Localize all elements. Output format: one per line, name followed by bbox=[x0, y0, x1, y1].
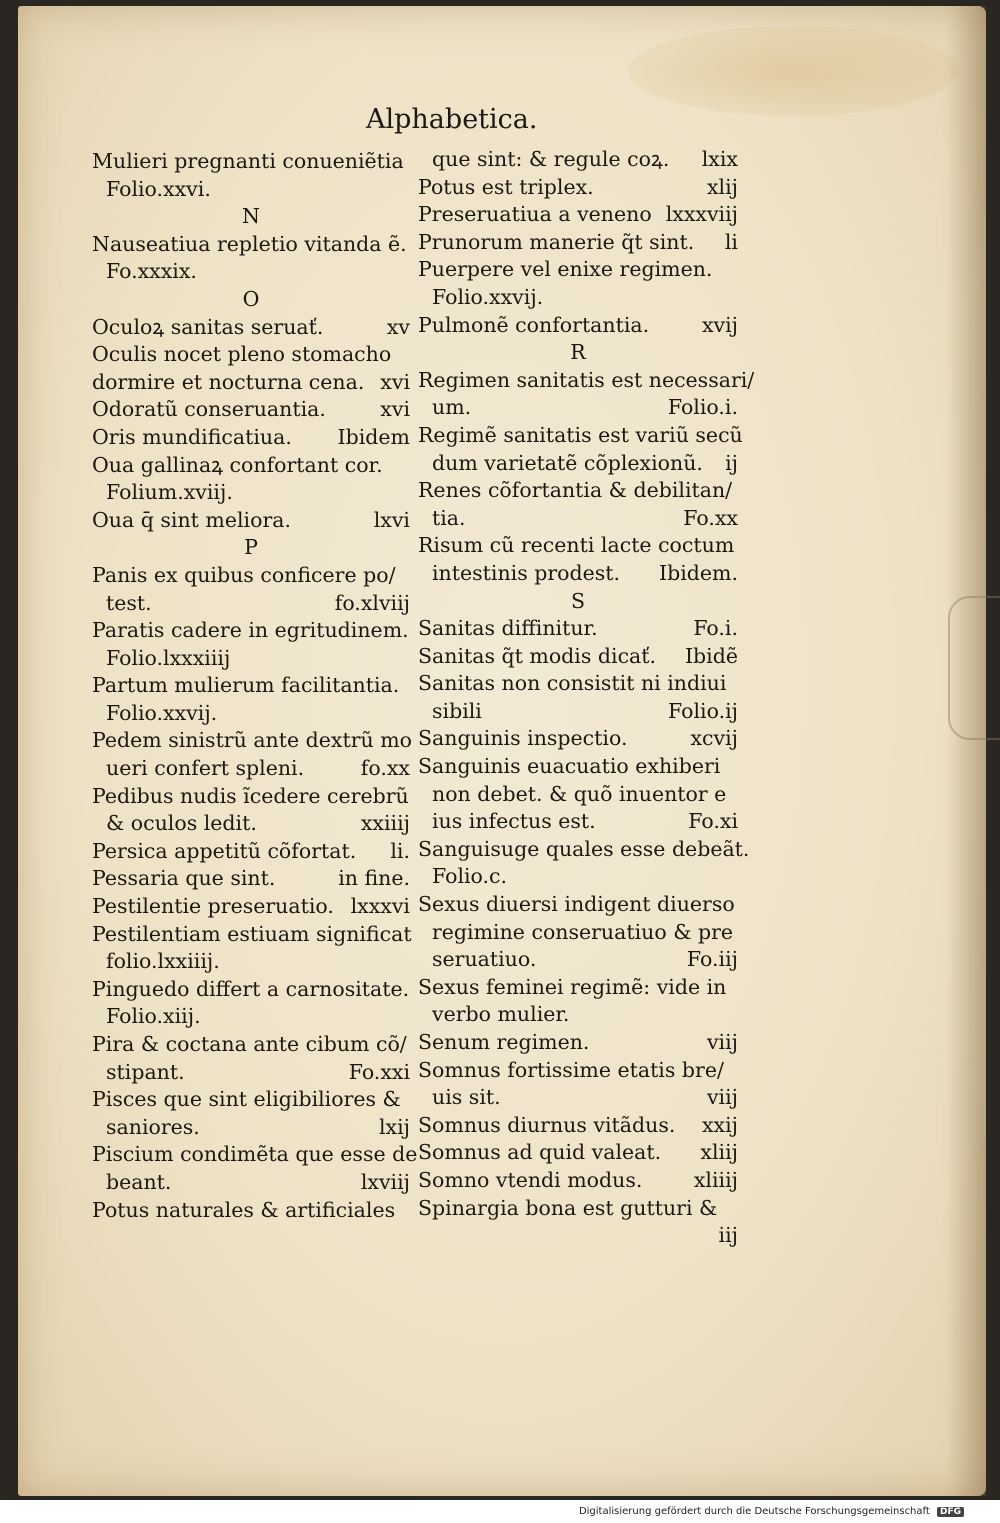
folio-reference: Fo.xx bbox=[683, 505, 738, 530]
index-entry bbox=[92, 921, 410, 949]
index-entry bbox=[92, 893, 410, 921]
index-entry bbox=[92, 810, 410, 838]
index-entry bbox=[92, 1003, 410, 1031]
index-entry bbox=[92, 590, 410, 618]
entry-text: seruatiuo. bbox=[432, 947, 537, 972]
index-entry bbox=[418, 1057, 738, 1085]
entry-text: intestinis prodest. bbox=[432, 560, 621, 585]
entry-text: & oculos ledit. bbox=[106, 811, 257, 836]
index-column-left bbox=[92, 148, 418, 1224]
index-entry bbox=[92, 396, 410, 424]
entry-text: Pulmonẽ confortantia. bbox=[418, 312, 650, 337]
page-edge-shadow bbox=[946, 6, 986, 1496]
index-entry bbox=[92, 976, 410, 1004]
index-entry bbox=[418, 256, 738, 284]
entry-text: P bbox=[244, 535, 258, 560]
index-entry bbox=[418, 1001, 738, 1029]
index-entry bbox=[92, 148, 410, 176]
folio-reference: Ibidẽ bbox=[684, 643, 738, 668]
index-entry bbox=[92, 231, 410, 259]
entry-text: Somnus fortissime etatis bre/ bbox=[418, 1057, 724, 1082]
index-entry bbox=[92, 341, 410, 369]
folio-reference: Fo.xi bbox=[688, 809, 738, 834]
entry-text: Pira & coctana ante cibum cõ/ bbox=[92, 1032, 407, 1056]
index-entry bbox=[92, 838, 410, 866]
entry-text: stipant. bbox=[106, 1059, 185, 1084]
index-entry bbox=[92, 865, 410, 893]
entry-text: saniores. bbox=[106, 1114, 200, 1139]
folio-reference: Fo.iij bbox=[686, 947, 738, 972]
entry-text: Sanitas q̃t modis dicať. bbox=[418, 643, 657, 668]
index-entry bbox=[418, 781, 738, 809]
index-entry bbox=[418, 1195, 738, 1223]
entry-text: test. bbox=[106, 590, 152, 615]
entry-text: Regimẽ sanitatis est variũ secũ bbox=[418, 422, 743, 447]
entry-text: Somnus diurnus vitãdus. bbox=[418, 1112, 676, 1137]
entry-text: beant. bbox=[106, 1169, 172, 1194]
water-stain bbox=[628, 26, 958, 116]
entry-text: Persica appetitũ cõfortat. bbox=[92, 838, 357, 863]
index-entry bbox=[92, 479, 410, 507]
entry-text: Senum regimen. bbox=[418, 1030, 590, 1054]
index-entry bbox=[92, 1031, 410, 1059]
entry-text: Folio.xiij. bbox=[106, 1004, 201, 1029]
index-entry bbox=[92, 1197, 410, 1225]
index-entry bbox=[418, 836, 750, 864]
index-entry bbox=[418, 919, 738, 947]
index-entry bbox=[418, 643, 738, 671]
entry-text: Potus est triplex. bbox=[418, 174, 594, 199]
index-entry bbox=[418, 367, 755, 395]
entry-text: regimine conseruatiuo & pre bbox=[432, 919, 734, 944]
dfg-logo: DFG bbox=[937, 1507, 964, 1517]
entry-text: Folio.c. bbox=[432, 864, 508, 889]
index-entry bbox=[418, 863, 738, 891]
index-entry bbox=[418, 1029, 738, 1057]
entry-text: Sanguisuge quales esse debeãt. bbox=[418, 836, 750, 861]
credit-text: Digitalisierung gefördert durch die Deutsche Forschungsgemeinschaft bbox=[578, 1506, 930, 1517]
entry-text: dormire et nocturna cena. bbox=[92, 369, 365, 394]
folio-reference: Fo.xxi bbox=[348, 1059, 410, 1084]
folio-reference: xliiij bbox=[693, 1167, 738, 1192]
entry-text: Pinguedo differt a carnositate. bbox=[92, 976, 410, 1001]
index-entry bbox=[418, 1167, 738, 1195]
index-entry bbox=[92, 452, 410, 480]
index-entry bbox=[418, 946, 738, 974]
index-entry bbox=[92, 1141, 418, 1169]
folio-reference: lxxxviij bbox=[665, 202, 738, 227]
digitization-credit bbox=[579, 1506, 964, 1517]
entry-text: Pedibus nudis ĩcedere cerebrũ bbox=[92, 783, 409, 808]
entry-text: Somno vtendi modus. bbox=[418, 1167, 643, 1192]
index-entry bbox=[418, 1084, 738, 1112]
section-letter bbox=[418, 339, 738, 367]
index-entry bbox=[92, 700, 410, 728]
folio-reference: Folio.ij bbox=[668, 698, 738, 723]
index-entry bbox=[92, 755, 410, 783]
entry-text: ius infectus est. bbox=[432, 809, 596, 834]
folio-reference: xliij bbox=[700, 1140, 738, 1165]
entry-text: Sanguinis euacuatio exhiberi bbox=[418, 754, 721, 779]
entry-text: Sanguinis inspectio. bbox=[418, 726, 628, 751]
entry-text: N bbox=[242, 204, 260, 229]
index-entry bbox=[92, 948, 410, 976]
index-entry bbox=[418, 615, 738, 643]
entry-text: Sanitas diffinitur. bbox=[418, 616, 598, 641]
folio-reference: lxxxvi bbox=[350, 894, 410, 919]
index-column-right bbox=[418, 146, 755, 1250]
index-entry bbox=[418, 560, 738, 588]
entry-text: Pessaria que sint. bbox=[92, 866, 276, 891]
section-letter bbox=[418, 588, 738, 616]
index-entry bbox=[418, 532, 738, 560]
folio-reference: iij bbox=[718, 1223, 738, 1248]
index-entry bbox=[418, 753, 738, 781]
folio-reference: xcvij bbox=[690, 726, 738, 751]
index-entry bbox=[418, 477, 738, 505]
folio-reference: li. bbox=[390, 838, 410, 863]
entry-text: Pisces que sint eligibiliores & bbox=[92, 1087, 401, 1112]
entry-text: sibili bbox=[432, 698, 482, 723]
index-entry bbox=[418, 201, 738, 229]
folio-reference: Fo.i. bbox=[693, 616, 738, 641]
index-entry bbox=[418, 505, 738, 533]
entry-text: Nauseatiua repletio vitanda ẽ. bbox=[92, 231, 407, 256]
entry-text: Somnus ad quid valeat. bbox=[418, 1140, 662, 1165]
entry-text: dum varietatẽ cõplexionũ. bbox=[432, 450, 703, 475]
index-entry bbox=[92, 507, 410, 535]
entry-text: Folio.xxvi. bbox=[106, 176, 211, 201]
entry-text: Oua q̄ sint meliora. bbox=[92, 507, 291, 532]
entry-text: R bbox=[570, 340, 586, 365]
entry-text: non debet. & quõ inuentor e bbox=[432, 781, 727, 806]
entry-text: Pedem sinistrũ ante dextrũ mo bbox=[92, 728, 412, 753]
entry-text: Renes cõfortantia & debilitan/ bbox=[418, 478, 733, 503]
index-entry bbox=[418, 698, 738, 726]
entry-text: Pestilentie preseruatio. bbox=[92, 894, 334, 919]
folio-reference: lxix bbox=[701, 147, 738, 171]
index-entry bbox=[92, 176, 410, 204]
entry-text: Mulieri pregnanti conueniẽtia bbox=[92, 149, 404, 173]
index-entry bbox=[92, 645, 410, 673]
index-entry bbox=[92, 369, 410, 397]
entry-text: Partum mulierum facilitantia. bbox=[92, 673, 400, 698]
index-entry bbox=[92, 424, 410, 452]
index-entry bbox=[418, 974, 738, 1002]
folio-reference: xxiiij bbox=[360, 811, 410, 836]
folio-reference: xvi bbox=[380, 369, 410, 394]
index-entry bbox=[418, 394, 738, 422]
index-entry bbox=[92, 727, 410, 755]
folio-reference: xxij bbox=[701, 1112, 738, 1137]
index-entry bbox=[418, 670, 738, 698]
index-entry bbox=[92, 562, 410, 590]
entry-text: folio.lxxiiij. bbox=[106, 949, 220, 974]
entry-text: Folio.xxvij. bbox=[432, 284, 544, 309]
folio-reference: Folio.i. bbox=[667, 395, 738, 420]
index-entry bbox=[92, 1169, 410, 1197]
entry-text: Regimen sanitatis est necessari/ bbox=[418, 367, 755, 392]
index-entry bbox=[418, 146, 738, 174]
entry-text: Sexus diuersi indigent diuerso bbox=[418, 892, 735, 917]
folio-reference: ij bbox=[725, 450, 738, 475]
folio-reference: xvi bbox=[380, 397, 410, 422]
folio-reference: fo.xlviij bbox=[334, 590, 410, 615]
index-entry bbox=[418, 284, 738, 312]
entry-text: Oculis nocet pleno stomacho bbox=[92, 342, 392, 367]
entry-text: Odoratũ conseruantia. bbox=[92, 397, 326, 422]
index-entry bbox=[418, 1222, 738, 1250]
entry-text: Sanitas non consistit ni indiui bbox=[418, 671, 727, 696]
entry-text: Paratis cadere in egritudinem. bbox=[92, 618, 409, 643]
index-entry bbox=[418, 422, 743, 450]
entry-text: Folio.lxxxiiij bbox=[106, 645, 231, 670]
entry-text: Oua gallinaꝝ confortant cor. bbox=[92, 452, 383, 477]
index-entry bbox=[92, 314, 410, 342]
folio-reference: lxviij bbox=[360, 1169, 410, 1194]
entry-text: Piscium condimẽta que esse de bbox=[92, 1142, 418, 1167]
entry-text: Panis ex quibus conficere po/ bbox=[92, 562, 396, 587]
index-entry bbox=[92, 1059, 410, 1087]
index-entry bbox=[418, 312, 738, 340]
index-entry bbox=[92, 1086, 410, 1114]
index-entry bbox=[418, 1112, 738, 1140]
entry-text: Sexus feminei regimẽ: vide in bbox=[418, 974, 727, 999]
entry-text: Risum cũ recenti lacte coctum bbox=[418, 533, 735, 558]
section-letter bbox=[92, 534, 410, 562]
entry-text: S bbox=[570, 588, 586, 613]
index-entry bbox=[418, 229, 738, 257]
entry-text: que sint: & regule coꝝ. bbox=[432, 147, 670, 171]
section-letter bbox=[92, 286, 410, 314]
folio-reference: viij bbox=[706, 1085, 738, 1110]
index-entry bbox=[92, 783, 410, 811]
folio-reference: xv bbox=[386, 314, 410, 339]
section-letter bbox=[92, 203, 410, 231]
folio-reference: Ibidem. bbox=[659, 560, 738, 585]
entry-text: O bbox=[242, 286, 260, 311]
index-entry bbox=[418, 174, 738, 202]
clip-impression bbox=[948, 596, 1000, 740]
folio-reference: fo.xx bbox=[360, 756, 410, 781]
index-entry bbox=[92, 617, 410, 645]
folio-reference: viij bbox=[706, 1030, 738, 1054]
index-entry bbox=[92, 672, 410, 700]
folio-reference: Ibidem bbox=[337, 424, 410, 449]
entry-text: Potus naturales & artificiales bbox=[92, 1197, 396, 1222]
entry-text: Oculoꝝ sanitas seruať. bbox=[92, 314, 324, 339]
index-entry bbox=[92, 258, 410, 286]
entry-text: Preseruatiua a veneno bbox=[418, 202, 652, 227]
entry-text: Oris mundificatiua. bbox=[92, 424, 292, 449]
folio-reference: xvij bbox=[701, 312, 738, 337]
entry-text: verbo mulier. bbox=[432, 1002, 570, 1027]
folio-reference: lxij bbox=[378, 1114, 410, 1139]
entry-text: ueri confert spleni. bbox=[106, 756, 305, 781]
index-entry bbox=[418, 891, 738, 919]
folio-reference: xlij bbox=[706, 174, 738, 199]
index-entry bbox=[418, 725, 738, 753]
entry-text: Folium.xviij. bbox=[106, 480, 233, 505]
folio-reference: lxvi bbox=[373, 507, 410, 532]
index-entry bbox=[92, 1114, 410, 1142]
entry-text: Prunorum manerie q̃t sint. bbox=[418, 229, 695, 254]
entry-text: Folio.xxvij. bbox=[106, 700, 218, 725]
entry-text: um. bbox=[432, 395, 472, 420]
running-header: Alphabetica. bbox=[366, 104, 538, 135]
index-entry bbox=[418, 1139, 738, 1167]
entry-text: Pestilentiam estiuam significat bbox=[92, 921, 412, 946]
entry-text: Spinargia bona est gutturi & bbox=[418, 1195, 718, 1220]
index-entry bbox=[418, 450, 738, 478]
folio-reference: in fine. bbox=[338, 866, 410, 891]
entry-text: Fo.xxxix. bbox=[106, 259, 197, 284]
entry-text: Puerpere vel enixe regimen. bbox=[418, 257, 713, 282]
entry-text: tia. bbox=[432, 505, 466, 530]
folio-reference: li bbox=[724, 229, 738, 254]
entry-text: uis sit. bbox=[432, 1085, 501, 1110]
index-entry bbox=[418, 808, 738, 836]
